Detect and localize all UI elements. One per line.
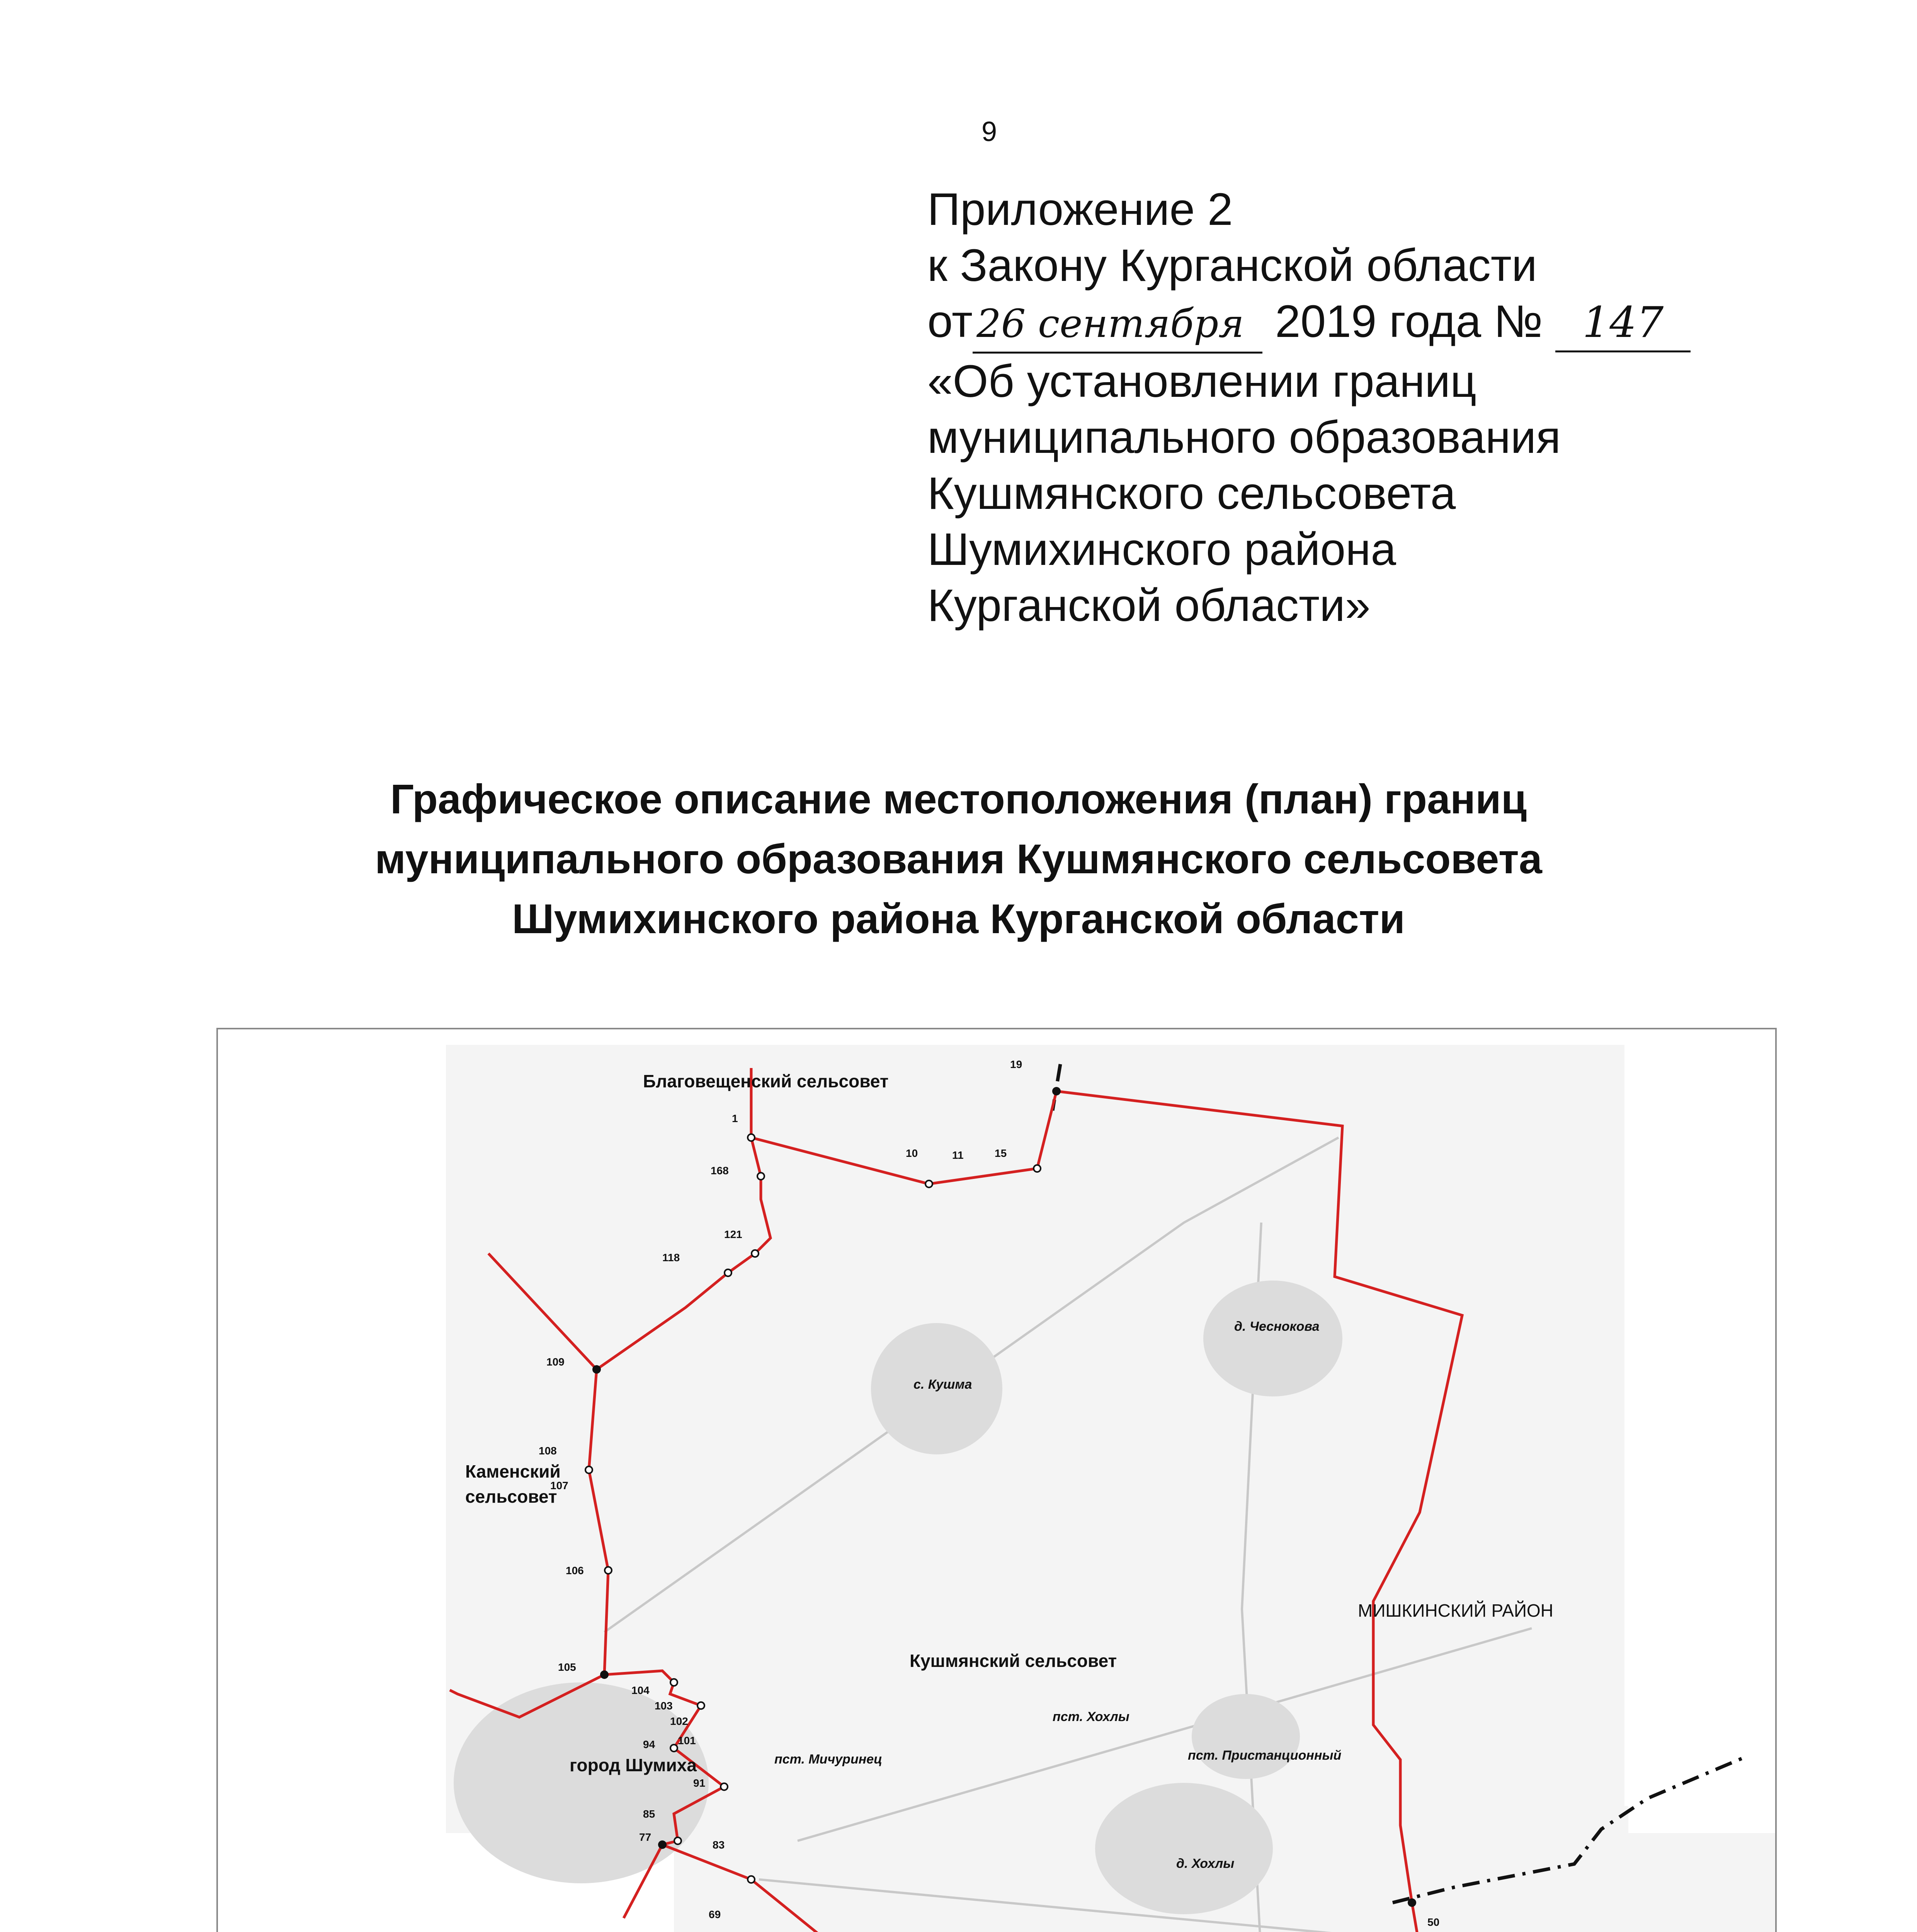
pt-94: 94 bbox=[643, 1738, 655, 1750]
pt-121: 121 bbox=[724, 1228, 742, 1240]
document-title bbox=[0, 769, 1917, 949]
appendix-line-7: Шумихинского района bbox=[927, 524, 1396, 575]
turn-11 bbox=[925, 1180, 932, 1187]
pt-69: 69 bbox=[709, 1908, 721, 1920]
map-bg-right-blank bbox=[1624, 1029, 1775, 1806]
pt-85: 85 bbox=[643, 1808, 655, 1820]
turn-69 bbox=[748, 1876, 755, 1883]
node-50 bbox=[1408, 1898, 1416, 1907]
pt-102: 102 bbox=[670, 1715, 688, 1727]
appendix-line-6: Кушмянского сельсовета bbox=[927, 468, 1456, 519]
handwritten-law-number: 147 bbox=[1555, 294, 1691, 352]
appendix-block bbox=[927, 182, 1691, 634]
node-109 bbox=[592, 1365, 601, 1374]
label-kushma: с. Кушма bbox=[913, 1377, 972, 1392]
page-number: 9 bbox=[981, 116, 997, 147]
map-bg-left-blank bbox=[218, 1029, 442, 1932]
pt-19: 19 bbox=[1010, 1058, 1022, 1070]
label-blagoveshchensky: Благовещенский сельсовет bbox=[643, 1071, 889, 1091]
pt-91: 91 bbox=[693, 1777, 706, 1789]
turn-15 bbox=[1034, 1165, 1041, 1172]
label-chesnokova: д. Чеснокова bbox=[1234, 1319, 1320, 1334]
turn-121 bbox=[752, 1250, 759, 1257]
label-kamensky-1: Каменский bbox=[465, 1461, 561, 1481]
area-pristantsionny bbox=[1192, 1694, 1300, 1779]
appendix-line-3 bbox=[927, 294, 1691, 354]
appendix-line-8: Курганской области» bbox=[927, 580, 1371, 631]
turn-102 bbox=[697, 1702, 704, 1709]
handwritten-date: 26 сентября bbox=[973, 296, 1262, 354]
pt-50: 50 bbox=[1427, 1916, 1440, 1928]
turn-1 bbox=[748, 1134, 755, 1141]
appendix-line-4: «Об установлении границ bbox=[927, 356, 1476, 407]
area-chesnokova bbox=[1203, 1281, 1342, 1396]
pt-83: 83 bbox=[713, 1839, 725, 1851]
turn-91 bbox=[721, 1783, 728, 1790]
node-77 bbox=[658, 1840, 667, 1849]
title-line-3: Шумихинского района Курганской области bbox=[512, 895, 1405, 942]
turn-85 bbox=[674, 1837, 681, 1844]
pt-168: 168 bbox=[711, 1165, 729, 1177]
pt-15: 15 bbox=[995, 1147, 1007, 1159]
pt-105: 105 bbox=[558, 1661, 576, 1673]
pt-103: 103 bbox=[655, 1700, 673, 1712]
turn-94 bbox=[670, 1745, 677, 1752]
turn-118 bbox=[725, 1269, 731, 1276]
label-michurinets: пст. Мичуринец bbox=[774, 1752, 883, 1767]
label-mishkinsky: МИШКИНСКИЙ РАЙОН bbox=[1358, 1600, 1553, 1621]
turn-168 bbox=[757, 1173, 764, 1180]
map-svg bbox=[218, 1029, 1775, 1932]
pt-107: 107 bbox=[550, 1480, 568, 1492]
pt-11: 11 bbox=[952, 1149, 964, 1161]
label-kamensky-2: сельсовет bbox=[465, 1486, 557, 1507]
turn-108 bbox=[585, 1466, 592, 1473]
label-pristantsionny: пст. Пристанционный bbox=[1188, 1748, 1342, 1763]
label-khokhly-pst: пст. Хохлы bbox=[1053, 1709, 1129, 1724]
pt-77: 77 bbox=[639, 1831, 651, 1843]
appendix-line-5: муниципального образования bbox=[927, 412, 1561, 463]
node-105 bbox=[600, 1670, 609, 1679]
pt-106: 106 bbox=[566, 1565, 584, 1577]
turn-106 bbox=[605, 1567, 612, 1574]
area-shumikha bbox=[454, 1682, 709, 1883]
map-background bbox=[218, 1029, 1775, 1932]
node-19 bbox=[1052, 1087, 1061, 1095]
pt-118: 118 bbox=[662, 1252, 680, 1264]
pt-104: 104 bbox=[631, 1684, 650, 1696]
label-kushmyansky: Кушмянский сельсовет bbox=[910, 1651, 1117, 1671]
label-shumikha: город Шумиха bbox=[570, 1755, 697, 1775]
pt-1: 1 bbox=[732, 1112, 738, 1124]
area-khokhly bbox=[1095, 1783, 1273, 1914]
appendix-line-2: к Закону Курганской области bbox=[927, 240, 1537, 291]
appendix-line-1: Приложение 2 bbox=[927, 184, 1233, 235]
appendix-date-middle: 2019 года № bbox=[1262, 296, 1556, 347]
pt-108: 108 bbox=[539, 1445, 557, 1457]
pt-101: 101 bbox=[678, 1735, 696, 1747]
title-line-1: Графическое описание местоположения (план) границ bbox=[390, 776, 1527, 822]
boundary-map bbox=[216, 1028, 1777, 1932]
turn-104 bbox=[670, 1679, 677, 1686]
title-line-2: муниципального образования Кушмянского сельсовета bbox=[375, 835, 1542, 882]
pt-10: 10 bbox=[906, 1147, 918, 1159]
label-khokhly-d: д. Хохлы bbox=[1176, 1856, 1235, 1871]
pt-109: 109 bbox=[546, 1356, 565, 1368]
appendix-date-prefix: от bbox=[927, 296, 973, 347]
